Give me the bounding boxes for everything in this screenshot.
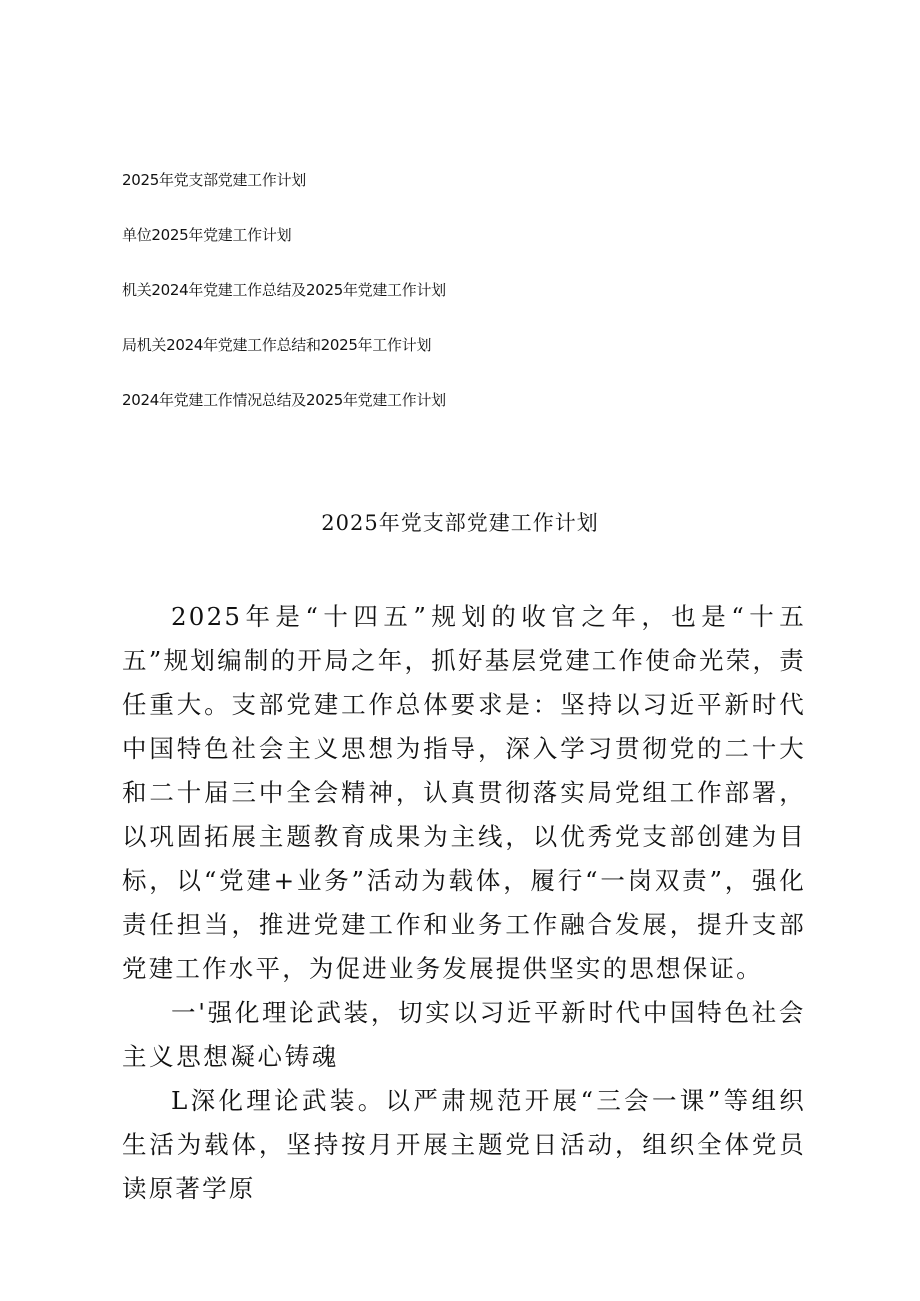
toc-item[interactable]: 单位2025年党建工作计划: [122, 226, 292, 244]
document-body: [122, 595, 806, 1211]
toc-item[interactable]: 2025年党支部党建工作计划: [122, 171, 306, 189]
toc-item[interactable]: 机关2024年党建工作总结及2025年党建工作计划: [122, 281, 446, 299]
toc-item[interactable]: 2024年党建工作情况总结及2025年党建工作计划: [122, 391, 446, 409]
toc-item[interactable]: 局机关2024年党建工作总结和2025年工作计划: [122, 336, 432, 354]
section-heading: 一'强化理论武装，切实以习近平新时代中国特色社会主义思想凝心铸魂: [122, 998, 806, 1071]
body-paragraph: L深化理论武装。以严肃规范开展“三会一课”等组织生活为载体，坚持按月开展主题党日活动，组织全体党员读原著学原: [122, 1086, 806, 1203]
document-title: 2025年党支部党建工作计划: [321, 511, 599, 535]
intro-paragraph: 2025年是“十四五”规划的收官之年，也是“十五五”规划编制的开局之年，抓好基层党建工作使命光荣，责任重大。支部党建工作总体要求是：坚持以习近平新时代中国特色社会主义思想为指导，深入学习贯彻党的二十大和二十届三中全会精神，认真贯彻落实局党组工作部署，以巩固拓展主题教育成果为主线，以优秀党支部创建为目标，以“党建+业务”活动为载体，履行“一岗双责”，强化责任担当，推进党建工作和业务工作融合发展，提升支部党建工作水平，为促进业务发展提供坚实的思想保证。: [122, 602, 806, 983]
table-of-contents: [122, 170, 802, 445]
